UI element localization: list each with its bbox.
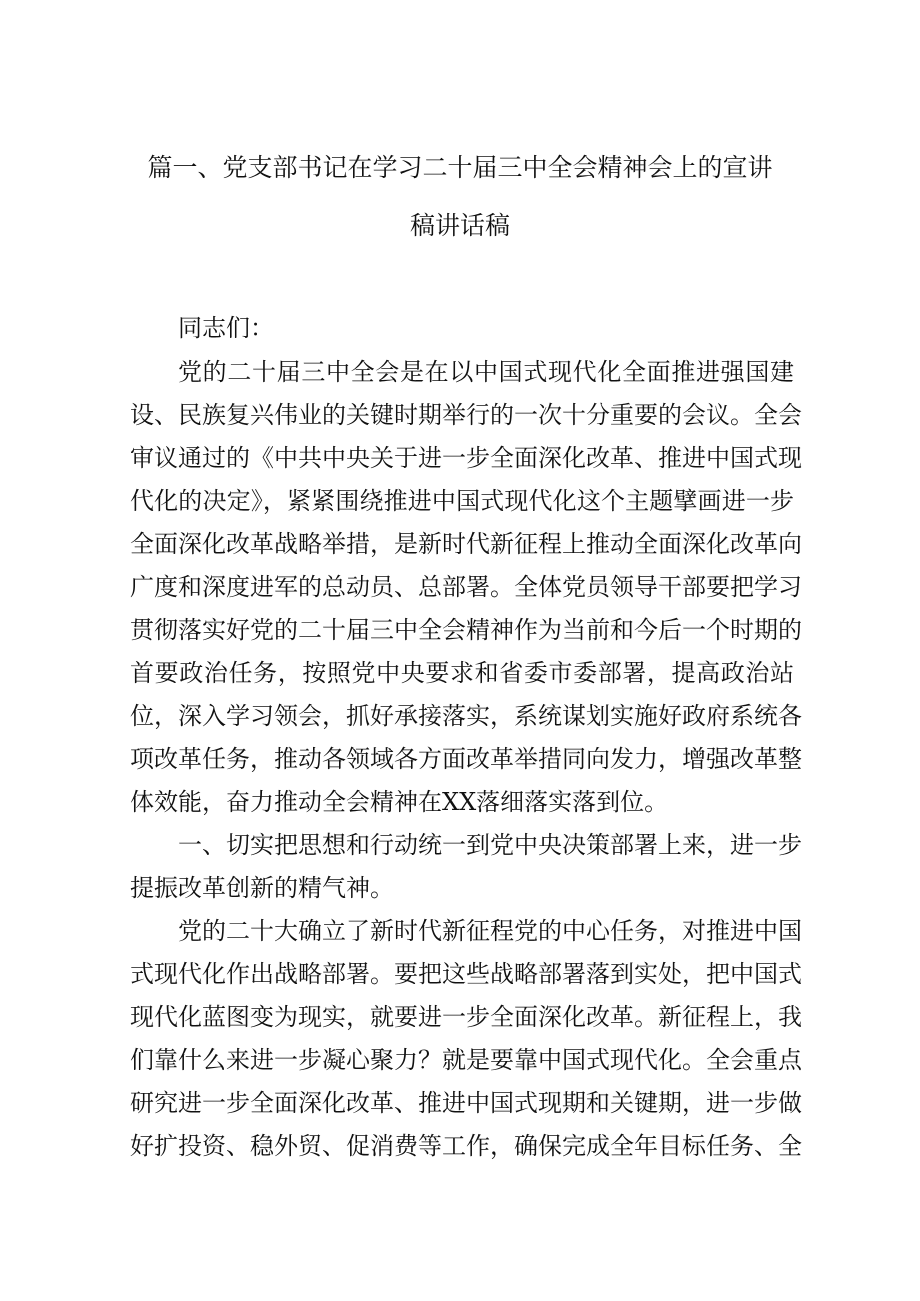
paragraph-line: 代化的决定》，紧紧围绕推进中国式现代化这个主题擘画进一步 bbox=[130, 487, 794, 515]
document-title-line-2: 稿讲话稿 bbox=[409, 211, 510, 240]
salutation: 同志们： bbox=[178, 314, 274, 342]
paragraph-line: 项改革任务，推动各领域各方面改革举措同向发力，增强改革整 bbox=[130, 745, 802, 773]
paragraph-line: 式现代化作出战略部署。要把这些战略部署落到实处，把中国式 bbox=[130, 960, 802, 988]
paragraph-line: 好扩投资、稳外贸、促消费等工作，确保完成全年目标任务、全 bbox=[130, 1132, 802, 1160]
paragraph-line: 体效能，奋力推动全会精神在XX落细落实落到位。 bbox=[130, 788, 669, 816]
paragraph-line: 党的二十届三中全会是在以中国式现代化全面推进强国建 bbox=[178, 358, 794, 386]
paragraph-line: 研究进一步全面深化改革、推进中国式现期和关键期，进一步做 bbox=[130, 1089, 802, 1117]
paragraph-line: 设、民族复兴伟业的关键时期举行的一次十分重要的会议。全会 bbox=[130, 401, 802, 429]
paragraph-line: 现代化蓝图变为现实，就要进一步全面深化改革。新征程上，我 bbox=[130, 1003, 802, 1031]
paragraph-line: 党的二十大确立了新时代新征程党的中心任务，对推进中国 bbox=[178, 917, 802, 945]
paragraph-line: 们靠什么来进一步凝心聚力？就是要靠中国式现代化。全会重点 bbox=[130, 1046, 802, 1074]
document-title-line-1: 篇一、党支部书记在学习二十届三中全会精神会上的宣讲 bbox=[147, 153, 773, 182]
paragraph-line: 全面深化改革战略举措，是新时代新征程上推动全面深化改革向 bbox=[130, 530, 802, 558]
section-heading-line: 一、切实把思想和行动统一到党中央决策部署上来，进一步 bbox=[178, 831, 802, 859]
section-heading-line: 提振改革创新的精气神。 bbox=[130, 874, 394, 902]
paragraph-line: 贯彻落实好党的二十届三中全会精神作为当前和今后一个时期的 bbox=[130, 616, 802, 644]
paragraph-line: 广度和深度进军的总动员、总部署。全体党员领导干部要把学习 bbox=[130, 573, 802, 601]
paragraph-line: 首要政治任务，按照党中央要求和省委市委部署，提高政治站 bbox=[130, 659, 794, 687]
paragraph-line: 位，深入学习领会，抓好承接落实，系统谋划实施好政府系统各 bbox=[130, 702, 802, 730]
paragraph-line: 审议通过的《中共中央关于进一步全面深化改革、推进中国式现 bbox=[130, 444, 802, 472]
